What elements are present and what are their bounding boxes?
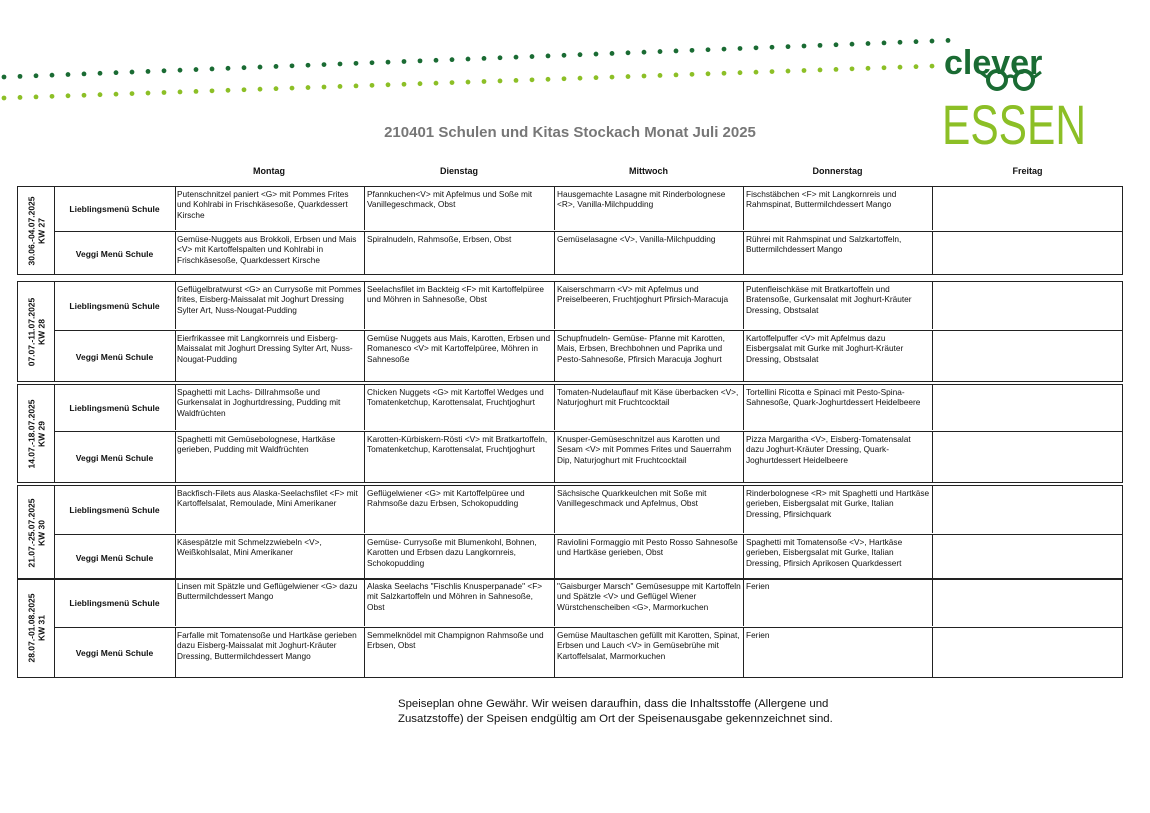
- menu-cell-friday: [933, 385, 1124, 430]
- menu-cell-wednesday: Sächsische Quarkkeulchen mit Soße mit Vanillegeschmack und Apfelmus, Obst: [555, 486, 744, 533]
- menu-cell-tuesday: Pfannkuchen<V> mit Apfelmus und Soße mit Vanillegeschmack, Obst: [365, 187, 555, 230]
- menu-cell-tuesday: Alaska Seelachs "Fischlis Knusperpanade" <F> mit Salzkartoffeln und Möhren in Sahnesoße, Obst: [365, 579, 555, 626]
- menu-cell-friday: [933, 579, 1124, 626]
- logo-bottom-text: ESSEN: [942, 93, 1086, 156]
- day-header-wednesday: Mittwoch: [629, 166, 668, 176]
- menu-label: Veggi Menü Schule: [54, 331, 176, 382]
- week-date-label: [18, 385, 55, 482]
- row-lieblingsmenue: [54, 282, 1122, 329]
- menu-cell-monday: Eierfrikassee mit Langkornreis und Eisberg-Maissalat mit Joghurt Dressing Sylter Art, Nuss-Nougat-Pudding: [175, 331, 365, 382]
- menu-cell-monday: Spaghetti mit Gemüsebolognese, Hartkäse gerieben, Pudding mit Waldfrüchten: [175, 432, 365, 483]
- menu-cell-wednesday: Knusper-Gemüseschnitzel aus Karotten und Sesam <V> mit Pommes Frites und Sauerrahm Dip, Naturjoghurt mit Fruchtcocktail: [555, 432, 744, 483]
- logo-top-text: clever: [944, 44, 1043, 82]
- menu-cell-thursday: Pizza Margaritha <V>, Eisberg-Tomatensalat dazu Joghurt-Kräuter Dressing, Quark-Joghurtdessert Heidelbeere: [744, 432, 933, 483]
- dark-green-dotted-line: [2, 38, 951, 79]
- menu-cell-friday: [933, 535, 1124, 580]
- menu-cell-thursday: Kartoffelpuffer <V> mit Apfelmus dazu Eisbergsalat mit Gurke mit Joghurt-Kräuter Dressing, Obstsalat: [744, 331, 933, 382]
- light-green-dotted-line: [2, 63, 951, 100]
- page-title: 210401 Schulen und Kitas Stockach Monat Juli 2025: [384, 124, 756, 141]
- row-lieblingsmenue: [54, 187, 1122, 230]
- menu-label: Veggi Menü Schule: [54, 432, 176, 483]
- menu-label: Lieblingsmenü Schule: [54, 579, 176, 626]
- menu-cell-tuesday: Spiralnudeln, Rahmsoße, Erbsen, Obst: [365, 232, 555, 275]
- menu-cell-thursday: Tortellini Ricotta e Spinaci mit Pesto-Spina-Sahnesoße, Quark-Joghurtdessert Heidelbeere: [744, 385, 933, 430]
- menu-cell-monday: Putenschnitzel paniert <G> mit Pommes Frites und Kohlrabi in Frischkäsesoße, Quarkdessert Kirsche: [175, 187, 365, 230]
- menu-cell-tuesday: Seelachsfilet im Backteig <F> mit Kartoffelpüree und Möhren in Sahnesoße, Obst: [365, 282, 555, 329]
- menu-cell-wednesday: Kaiserschmarrn <V> mit Apfelmus und Preiselbeeren, Fruchtjoghurt Pfirsich-Maracuja: [555, 282, 744, 329]
- menu-cell-wednesday: Tomaten-Nudelauflauf mit Käse überbacken <V>, Naturjoghurt mit Fruchtcocktail: [555, 385, 744, 430]
- disclaimer: [398, 697, 878, 727]
- menu-cell-wednesday: Raviolini Formaggio mit Pesto Rosso Sahnesoße und Hartkäse gerieben, Obst: [555, 535, 744, 580]
- menu-cell-wednesday: Gemüselasagne <V>, Vanilla-Milchpudding: [555, 232, 744, 275]
- week-dates: 14.07.-18.07.2025: [26, 398, 37, 469]
- week-number: KW 30: [36, 519, 47, 546]
- menu-cell-monday: Käsespätzle mit Schmelzzwiebeln <V>, Weißkohlsalat, Mini Amerikaner: [175, 535, 365, 580]
- row-veggi-menue: [54, 534, 1122, 580]
- row-veggi-menue: [54, 330, 1122, 382]
- menu-label: Veggi Menü Schule: [54, 628, 176, 678]
- menu-label: Lieblingsmenü Schule: [54, 486, 176, 533]
- menu-label: Veggi Menü Schule: [54, 535, 176, 580]
- menu-cell-thursday: Spaghetti mit Tomatensoße <V>, Hartkäse gerieben, Eisbergsalat mit Gurke, Italian Dressing, Pfirsich Aprikosen Quarkdessert: [744, 535, 933, 580]
- week-number: KW 27: [36, 217, 47, 244]
- menu-cell-thursday: Ferien: [744, 628, 933, 678]
- menu-cell-monday: Spaghetti mit Lachs- Dillrahmsoße und Gurkensalat in Joghurtdressing, Pudding mit Waldfrüchten: [175, 385, 365, 430]
- week-date-label: [18, 579, 55, 677]
- menu-cell-monday: Linsen mit Spätzle und Geflügelwiener <G> dazu Buttermilchdessert Mango: [175, 579, 365, 626]
- menu-label: Veggi Menü Schule: [54, 232, 176, 275]
- disclaimer-line-2: Zusatzstoffe) der Speisen endgültig am Ort der Speisenausgabe gekennzeichnet sind.: [398, 713, 833, 725]
- menu-cell-thursday: Rinderbolognese <R> mit Spaghetti und Hartkäse gerieben, Eisbergsalat mit Gurke, Italian Dressing, Pfirsichquark: [744, 486, 933, 533]
- menu-cell-wednesday: Hausgemachte Lasagne mit Rinderbolognese <R>, Vanilla-Milchpudding: [555, 187, 744, 230]
- menu-cell-friday: [933, 331, 1124, 382]
- week-block: [17, 578, 1123, 678]
- menu-cell-thursday: Fischstäbchen <F> mit Langkornreis und Rahmspinat, Buttermilchdessert Mango: [744, 187, 933, 230]
- day-header-monday: Montag: [253, 166, 285, 176]
- menu-cell-thursday: Putenfleischkäse mit Bratkartoffeln und Bratensoße, Gurkensalat mit Joghurt-Kräuter Dressing, Obstsalat: [744, 282, 933, 329]
- menu-cell-thursday: Ferien: [744, 579, 933, 626]
- row-lieblingsmenue: [54, 385, 1122, 430]
- menu-cell-tuesday: Karotten-Kürbiskern-Rösti <V> mit Bratkartoffeln, Tomatenketchup, Karottensalat, Fruchtjoghurt: [365, 432, 555, 483]
- week-dates: 07.07.-11.07.2025: [26, 297, 37, 366]
- row-veggi-menue: [54, 231, 1122, 275]
- menu-cell-monday: Farfalle mit Tomatensoße und Hartkäse gerieben dazu Eisberg-Maissalat mit Joghurt-Kräuter Dressing, Buttermilchdessert Mango: [175, 628, 365, 678]
- day-header-friday: Freitag: [1012, 166, 1043, 176]
- menu-label: Lieblingsmenü Schule: [54, 385, 176, 430]
- menu-cell-friday: [933, 232, 1124, 275]
- menu-cell-tuesday: Gemüse- Currysoße mit Blumenkohl, Bohnen, Karotten und Erbsen dazu Langkornreis, Schokopudding: [365, 535, 555, 580]
- menu-cell-monday: Backfisch-Filets aus Alaska-Seelachsfilet <F> mit Kartoffelsalat, Remoulade, Mini Amerikaner: [175, 486, 365, 533]
- week-block: [17, 485, 1123, 580]
- menu-cell-tuesday: Gemüse Nuggets aus Mais, Karotten, Erbsen und Romanesco <V> mit Kartoffelpüree, Möhren in Sahnesoße: [365, 331, 555, 382]
- menu-cell-tuesday: Semmelknödel mit Champignon Rahmsoße und Erbsen, Obst: [365, 628, 555, 678]
- week-date-label: [18, 187, 55, 274]
- menu-label: Lieblingsmenü Schule: [54, 187, 176, 230]
- menu-cell-friday: [933, 628, 1124, 678]
- menu-cell-tuesday: Chicken Nuggets <G> mit Kartoffel Wedges und Tomatenketchup, Karottensalat, Fruchtjoghurt: [365, 385, 555, 430]
- week-block: [17, 281, 1123, 382]
- menu-cell-friday: [933, 187, 1124, 230]
- menu-cell-wednesday: "Gaisburger Marsch" Gemüsesuppe mit Kartoffeln und Spätzle <V> und Geflügel Wiener Würstchenscheiben <G>, Marmorkuchen: [555, 579, 744, 626]
- menu-cell-friday: [933, 486, 1124, 533]
- menu-cell-tuesday: Geflügelwiener <G> mit Kartoffelpüree und Rahmsoße dazu Erbsen, Schokopudding: [365, 486, 555, 533]
- menu-label: Lieblingsmenü Schule: [54, 282, 176, 329]
- week-number: KW 31: [36, 615, 47, 641]
- menu-cell-wednesday: Schupfnudeln- Gemüse- Pfanne mit Karotten, Mais, Erbsen, Brechbohnen und Paprika und Pesto-Sahnesoße, Pfirsich Maracuja Joghurt: [555, 331, 744, 382]
- week-date-label: [18, 282, 55, 381]
- disclaimer-line-1: Speiseplan ohne Gewähr. Wir weisen daraufhin, dass die Inhaltsstoffe (Allergene und: [398, 698, 829, 710]
- day-header-thursday: Donnerstag: [812, 166, 863, 176]
- week-block: [17, 186, 1123, 275]
- row-veggi-menue: [54, 431, 1122, 483]
- menu-cell-monday: Geflügelbratwurst <G> an Currysoße mit Pommes frites, Eisberg-Maissalat mit Joghurt Dressing Sylter Art, Nuss-Nougat-Pudding: [175, 282, 365, 329]
- row-veggi-menue: [54, 627, 1122, 678]
- menu-cell-thursday: Rührei mit Rahmspinat und Salzkartoffeln, Buttermilchdessert Mango: [744, 232, 933, 275]
- menu-cell-monday: Gemüse-Nuggets aus Brokkoli, Erbsen und Mais <V> mit Kartoffelspalten und Kohlrabi in Frischkäsesoße, Quarkdessert Kirsche: [175, 232, 365, 275]
- menu-cell-friday: [933, 432, 1124, 483]
- row-lieblingsmenue: [54, 579, 1122, 626]
- menu-cell-friday: [933, 282, 1124, 329]
- week-block: [17, 384, 1123, 483]
- week-dates: 21.07.-25.07.2025: [26, 497, 37, 568]
- row-lieblingsmenue: [54, 486, 1122, 533]
- day-header-tuesday: Dienstag: [439, 166, 478, 176]
- week-number: KW 28: [36, 318, 47, 345]
- week-number: KW 29: [36, 420, 47, 447]
- week-dates: 30.06.-04.07.2025: [26, 195, 37, 266]
- week-date-label: [18, 486, 55, 579]
- week-dates: 28.07.-01.08.2025: [26, 593, 37, 663]
- menu-cell-wednesday: Gemüse Maultaschen gefüllt mit Karotten, Spinat, Erbsen und Lauch <V> in Gemüsebrühe mit Kartoffelsalat, Marmorkuchen: [555, 628, 744, 678]
